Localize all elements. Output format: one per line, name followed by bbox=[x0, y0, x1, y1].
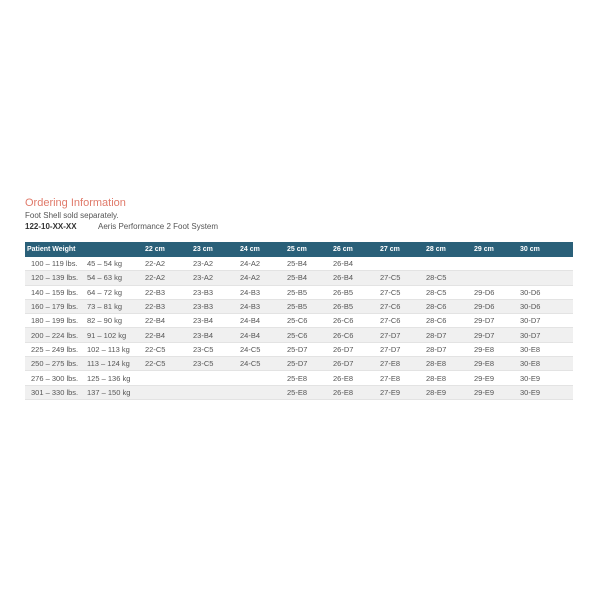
size-code-cell: 28-E8 bbox=[424, 357, 472, 371]
sizing-table bbox=[25, 242, 573, 400]
weight-lbs-cell: 225 – 249 lbs. bbox=[25, 342, 85, 356]
column-header: 30 cm bbox=[520, 246, 540, 253]
size-code-cell: 27-D7 bbox=[378, 342, 424, 356]
size-code-cell: 26-B4 bbox=[331, 257, 378, 271]
size-code-cell: 29-D7 bbox=[472, 328, 518, 342]
size-code-cell: 25-B5 bbox=[285, 285, 331, 299]
size-code-cell: 30-D6 bbox=[518, 285, 573, 299]
size-code-cell: 29-E8 bbox=[472, 357, 518, 371]
size-code-cell: 28-E9 bbox=[424, 385, 472, 399]
part-number: 122-10-XX-XX bbox=[25, 222, 77, 231]
size-code-cell: 30-D7 bbox=[518, 314, 573, 328]
size-code-cell: 28-C5 bbox=[424, 285, 472, 299]
weight-kg-cell: 73 – 81 kg bbox=[85, 299, 143, 313]
size-code-cell: 23-C5 bbox=[191, 357, 238, 371]
table-row bbox=[25, 285, 573, 299]
size-code-cell: 23-A2 bbox=[191, 257, 238, 271]
weight-lbs-cell: 160 – 179 lbs. bbox=[25, 299, 85, 313]
size-code-cell: 29-E8 bbox=[472, 342, 518, 356]
weight-lbs-cell: 276 – 300 lbs. bbox=[25, 371, 85, 385]
size-code-cell: 23-B3 bbox=[191, 285, 238, 299]
weight-lbs-cell: 250 – 275 lbs. bbox=[25, 357, 85, 371]
size-code-cell: 26-E8 bbox=[331, 371, 378, 385]
ordering-information-section bbox=[25, 197, 573, 400]
size-code-cell: 28-C5 bbox=[424, 271, 472, 285]
size-code-cell: 29-D6 bbox=[472, 299, 518, 313]
weight-kg-cell: 54 – 63 kg bbox=[85, 271, 143, 285]
weight-lbs-cell: 140 – 159 lbs. bbox=[25, 285, 85, 299]
size-code-cell: 25-D7 bbox=[285, 342, 331, 356]
size-code-cell bbox=[378, 257, 424, 271]
size-code-cell: 24-A2 bbox=[238, 257, 285, 271]
size-code-cell: 28-C6 bbox=[424, 314, 472, 328]
table-row bbox=[25, 342, 573, 356]
size-code-cell: 26-B4 bbox=[331, 271, 378, 285]
table-header-row bbox=[25, 242, 573, 257]
size-code-cell: 29-E9 bbox=[472, 371, 518, 385]
size-code-cell: 22-A2 bbox=[143, 271, 191, 285]
weight-kg-cell: 137 – 150 kg bbox=[85, 385, 143, 399]
size-code-cell: 22-A2 bbox=[143, 257, 191, 271]
size-code-cell: 26-C6 bbox=[331, 328, 378, 342]
size-code-cell: 30-D7 bbox=[518, 328, 573, 342]
size-code-cell bbox=[238, 371, 285, 385]
size-code-cell: 22-B4 bbox=[143, 328, 191, 342]
size-code-cell: 30-E8 bbox=[518, 357, 573, 371]
weight-kg-cell: 113 – 124 kg bbox=[85, 357, 143, 371]
size-code-cell: 28-D7 bbox=[424, 328, 472, 342]
column-header: 28 cm bbox=[426, 246, 446, 253]
size-code-cell bbox=[191, 371, 238, 385]
table-row bbox=[25, 314, 573, 328]
column-header: 29 cm bbox=[474, 246, 494, 253]
size-code-cell: 27-C6 bbox=[378, 299, 424, 313]
size-code-cell bbox=[143, 371, 191, 385]
size-code-cell: 23-B4 bbox=[191, 314, 238, 328]
size-code-cell: 24-B3 bbox=[238, 299, 285, 313]
weight-lbs-cell: 120 – 139 lbs. bbox=[25, 271, 85, 285]
size-code-cell: 25-C6 bbox=[285, 328, 331, 342]
size-code-cell: 22-B3 bbox=[143, 285, 191, 299]
size-code-cell: 30-E8 bbox=[518, 342, 573, 356]
size-code-cell: 24-A2 bbox=[238, 271, 285, 285]
weight-kg-cell: 45 – 54 kg bbox=[85, 257, 143, 271]
size-code-cell: 28-D7 bbox=[424, 342, 472, 356]
column-header: 22 cm bbox=[145, 246, 165, 253]
size-code-cell: 23-B3 bbox=[191, 299, 238, 313]
size-code-cell: 25-C6 bbox=[285, 314, 331, 328]
table-row bbox=[25, 299, 573, 313]
size-code-cell: 25-B4 bbox=[285, 257, 331, 271]
size-code-cell: 24-B4 bbox=[238, 328, 285, 342]
size-code-cell: 27-E9 bbox=[378, 385, 424, 399]
size-code-cell: 22-B4 bbox=[143, 314, 191, 328]
size-code-cell: 28-E8 bbox=[424, 371, 472, 385]
size-code-cell: 25-B4 bbox=[285, 271, 331, 285]
foot-shell-note: Foot Shell sold separately. bbox=[25, 211, 119, 220]
size-code-cell: 24-C5 bbox=[238, 357, 285, 371]
table-row bbox=[25, 371, 573, 385]
size-code-cell: 23-B4 bbox=[191, 328, 238, 342]
size-code-cell: 22-B3 bbox=[143, 299, 191, 313]
column-header bbox=[85, 242, 143, 257]
size-code-cell: 29-E9 bbox=[472, 385, 518, 399]
size-code-cell bbox=[191, 385, 238, 399]
column-header: 25 cm bbox=[287, 246, 307, 253]
weight-kg-cell: 102 – 113 kg bbox=[85, 342, 143, 356]
size-code-cell: 27-D7 bbox=[378, 328, 424, 342]
size-code-cell: 26-B5 bbox=[331, 299, 378, 313]
size-code-cell: 25-B5 bbox=[285, 299, 331, 313]
size-code-cell: 26-C6 bbox=[331, 314, 378, 328]
weight-lbs-cell: 200 – 224 lbs. bbox=[25, 328, 85, 342]
size-code-cell: 27-C6 bbox=[378, 314, 424, 328]
size-code-cell bbox=[424, 257, 472, 271]
size-code-cell: 24-B3 bbox=[238, 285, 285, 299]
weight-lbs-cell: 180 – 199 lbs. bbox=[25, 314, 85, 328]
size-code-cell: 30-E9 bbox=[518, 385, 573, 399]
column-header: Patient Weight bbox=[27, 246, 76, 253]
size-code-cell: 26-D7 bbox=[331, 342, 378, 356]
size-code-cell bbox=[472, 257, 518, 271]
size-code-cell bbox=[518, 257, 573, 271]
weight-kg-cell: 125 – 136 kg bbox=[85, 371, 143, 385]
weight-lbs-cell: 100 – 119 lbs. bbox=[25, 257, 85, 271]
column-header: 24 cm bbox=[240, 246, 260, 253]
size-code-cell: 26-E8 bbox=[331, 385, 378, 399]
size-code-cell: 27-C5 bbox=[378, 285, 424, 299]
size-code-cell: 29-D7 bbox=[472, 314, 518, 328]
weight-lbs-cell: 301 – 330 lbs. bbox=[25, 385, 85, 399]
size-code-cell bbox=[472, 271, 518, 285]
size-code-cell bbox=[238, 385, 285, 399]
column-header: 27 cm bbox=[380, 246, 400, 253]
size-code-cell: 26-B5 bbox=[331, 285, 378, 299]
size-code-cell: 28-C6 bbox=[424, 299, 472, 313]
section-title: Ordering Information bbox=[25, 197, 126, 209]
product-name: Aeris Performance 2 Foot System bbox=[98, 222, 219, 231]
weight-kg-cell: 64 – 72 kg bbox=[85, 285, 143, 299]
size-code-cell: 22-C5 bbox=[143, 342, 191, 356]
table-row bbox=[25, 385, 573, 399]
size-code-cell bbox=[518, 271, 573, 285]
size-code-cell: 29-D6 bbox=[472, 285, 518, 299]
table-row bbox=[25, 257, 573, 271]
table-row bbox=[25, 357, 573, 371]
size-code-cell: 25-D7 bbox=[285, 357, 331, 371]
column-header: 26 cm bbox=[333, 246, 353, 253]
size-code-cell: 30-E9 bbox=[518, 371, 573, 385]
size-code-cell: 27-E8 bbox=[378, 371, 424, 385]
table-row bbox=[25, 271, 573, 285]
size-code-cell: 25-E8 bbox=[285, 385, 331, 399]
size-code-cell: 25-E8 bbox=[285, 371, 331, 385]
column-header: 23 cm bbox=[193, 246, 213, 253]
size-code-cell: 30-D6 bbox=[518, 299, 573, 313]
size-code-cell: 26-D7 bbox=[331, 357, 378, 371]
table-row bbox=[25, 328, 573, 342]
size-code-cell: 27-E8 bbox=[378, 357, 424, 371]
size-code-cell bbox=[143, 385, 191, 399]
size-code-cell: 24-B4 bbox=[238, 314, 285, 328]
size-code-cell: 23-C5 bbox=[191, 342, 238, 356]
part-number-line bbox=[25, 221, 573, 232]
weight-kg-cell: 91 – 102 kg bbox=[85, 328, 143, 342]
size-code-cell: 27-C5 bbox=[378, 271, 424, 285]
size-code-cell: 22-C5 bbox=[143, 357, 191, 371]
size-code-cell: 23-A2 bbox=[191, 271, 238, 285]
weight-kg-cell: 82 – 90 kg bbox=[85, 314, 143, 328]
size-code-cell: 24-C5 bbox=[238, 342, 285, 356]
